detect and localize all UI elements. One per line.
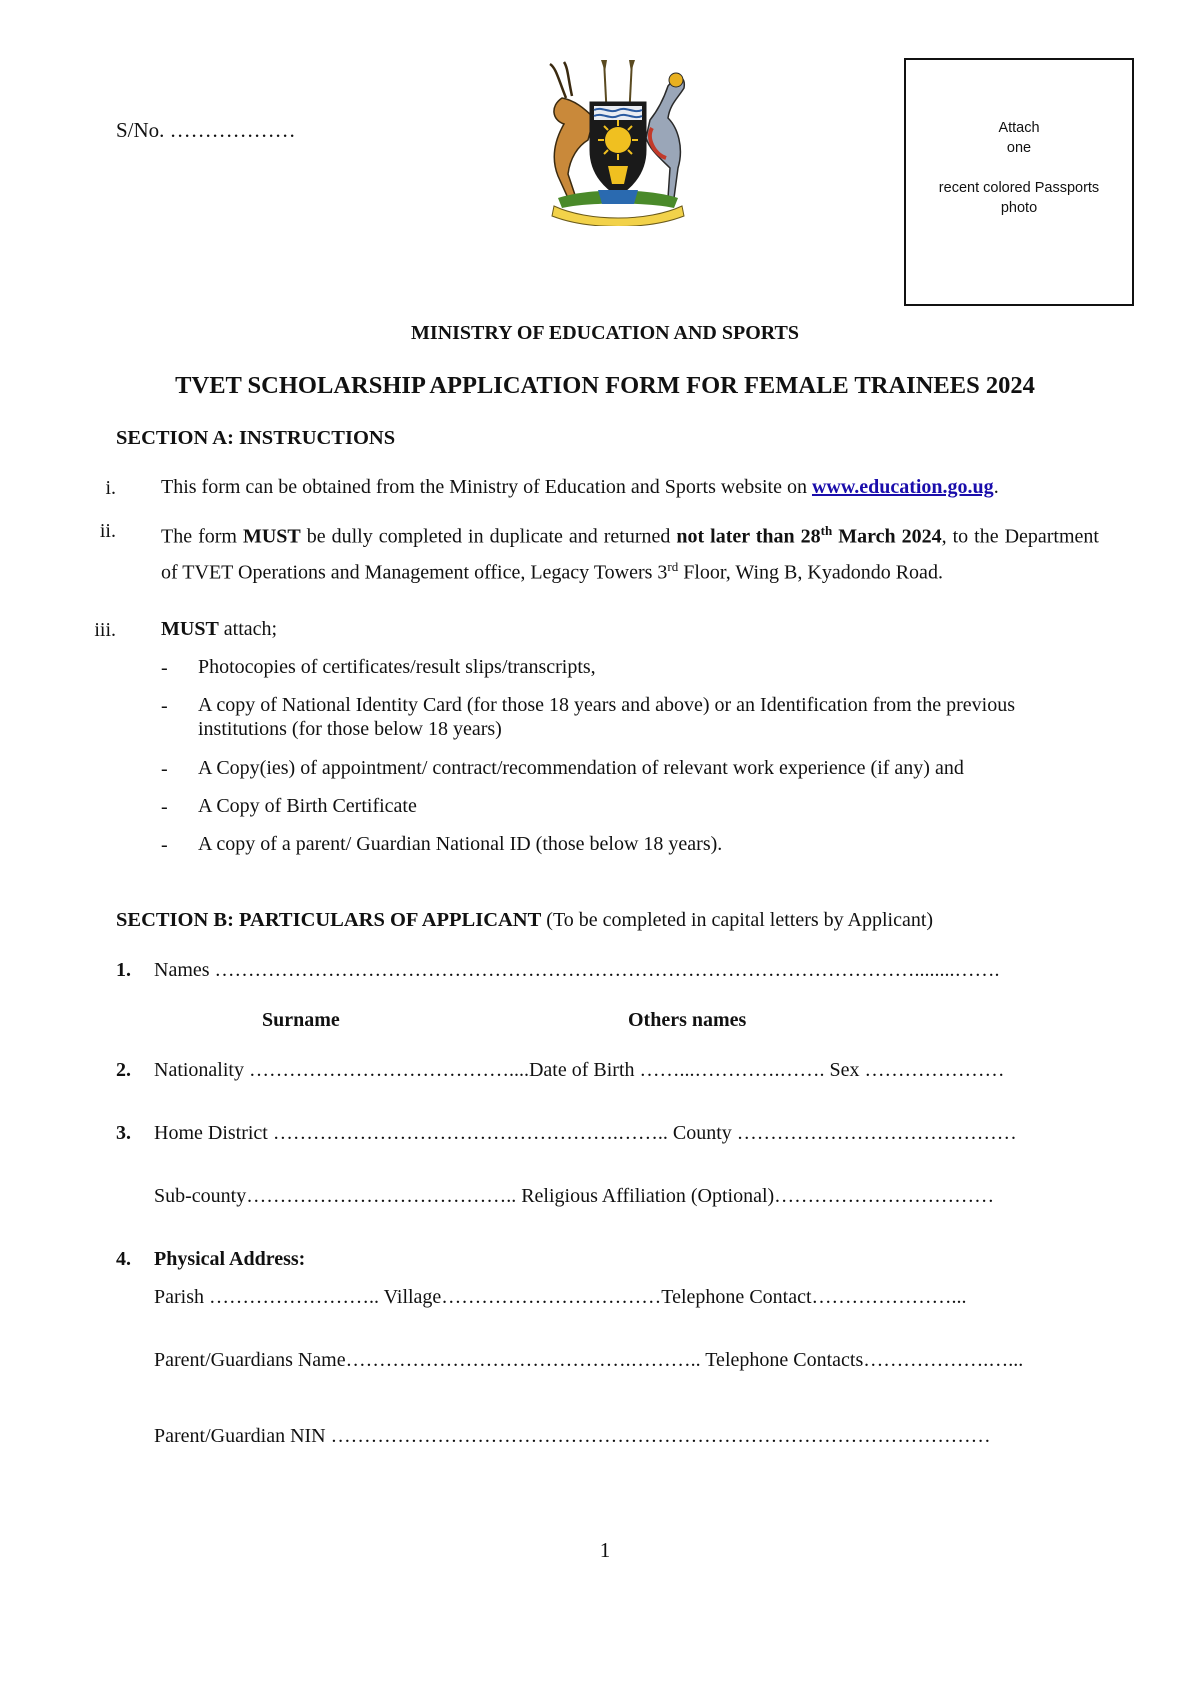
instruction-item [161,516,1099,587]
passport-photo-box[interactable] [904,58,1134,306]
question-number: 1. [116,959,131,981]
section-a-heading: SECTION A: INSTRUCTIONS [116,427,396,449]
photo-box-line: photo [1000,200,1038,216]
guardian-nin-field[interactable]: Parent/Guardian NIN ……………………………………………………………………………………… [154,1425,991,1447]
photo-box-line: Attach [998,120,1040,136]
ministry-name: MINISTRY OF EDUCATION AND SPORTS [411,322,799,344]
page-number: 1 [599,1538,611,1562]
bullet-dash: - [161,657,168,679]
bullet-dash: - [161,695,168,717]
section-b-heading-row [116,909,933,932]
attachment-item: A Copy of Birth Certificate [198,795,417,817]
instruction-text: attach; [218,618,278,640]
attachment-item: A copy of a parent/ Guardian National ID (those below 18 years). [198,833,723,855]
page-title: TVET SCHOLARSHIP APPLICATION FORM FOR FEMALE TRAINEES 2024 [175,372,1035,399]
instruction-text: The form [161,525,243,548]
instruction-item [161,473,1099,502]
ordinal-suffix: th [820,523,833,538]
subcounty-religion-field[interactable]: Sub-county………………………………….. Religious Affiliation (Optional)…………………………… [154,1185,995,1207]
instruction-text: . [993,476,999,498]
parish-village-phone-field[interactable]: Parish …………………….. Village……………………………Telephone Contact…………………... [154,1286,967,1308]
nationality-dob-sex-field[interactable]: Nationality …………………………………....Date of Birth ……...………….……. Sex ………………… [154,1059,1005,1081]
attachment-item: A Copy(ies) of appointment/ contract/recommendation of relevant work experience (if any) and [198,757,964,779]
surname-label: Surname [262,1009,340,1031]
deadline-text: March 2024 [832,525,942,548]
uganda-coat-of-arms-icon [528,58,708,226]
question-number: 2. [116,1059,131,1081]
bullet-dash: - [161,834,168,856]
instruction-text: , to the Department of TVET Operations and Management office, Legacy Towers 3 [161,525,1099,584]
serial-number-field: S/No. ……………… [116,118,296,142]
other-names-label: Others names [628,1009,747,1031]
attachment-item: A copy of National Identity Card (for those 18 years and above) or an Identification from the previous institutions (for those below 18 years) [198,694,1015,740]
question-number: 3. [116,1122,131,1144]
guardian-name-phone-field[interactable]: Parent/Guardians Name…………………………………….……….. Telephone Contacts……………….…... [154,1349,1024,1371]
instruction-numeral: ii. [99,520,116,542]
instruction-text: Floor, Wing B, Kyadondo Road. [678,561,943,584]
instruction-numeral: i. [105,477,116,499]
ordinal-suffix: rd [667,558,679,574]
attachment-item: Photocopies of certificates/result slips/transcripts, [198,656,596,678]
section-b-heading: SECTION B: PARTICULARS OF APPLICANT [116,909,542,931]
instruction-numeral: iii. [94,619,116,641]
instruction-item [161,615,1099,644]
physical-address-label: Physical Address: [154,1248,306,1270]
ministry-website-link[interactable]: www.education.go.ug [811,476,994,498]
names-field[interactable]: Names ……………………………………………………………………………………………........……. [154,959,1000,981]
instruction-text: be dully completed in duplicate and returned [300,525,677,548]
photo-box-line: recent colored Passports [938,180,1100,196]
instruction-text: This form can be obtained from the Ministry of Education and Sports website on [161,476,812,498]
bullet-dash: - [161,758,168,780]
home-district-county-field[interactable]: Home District …………………………………………….…….. County …………………………………… [154,1122,1017,1144]
photo-box-line: one [1006,140,1032,156]
instruction-emphasis: MUST [242,525,301,548]
bullet-dash: - [161,796,168,818]
instruction-emphasis: MUST [161,618,219,640]
question-number: 4. [116,1248,131,1270]
section-b-note: (To be completed in capital letters by Applicant) [541,909,934,931]
deadline-text: not later than 28 [676,525,821,548]
